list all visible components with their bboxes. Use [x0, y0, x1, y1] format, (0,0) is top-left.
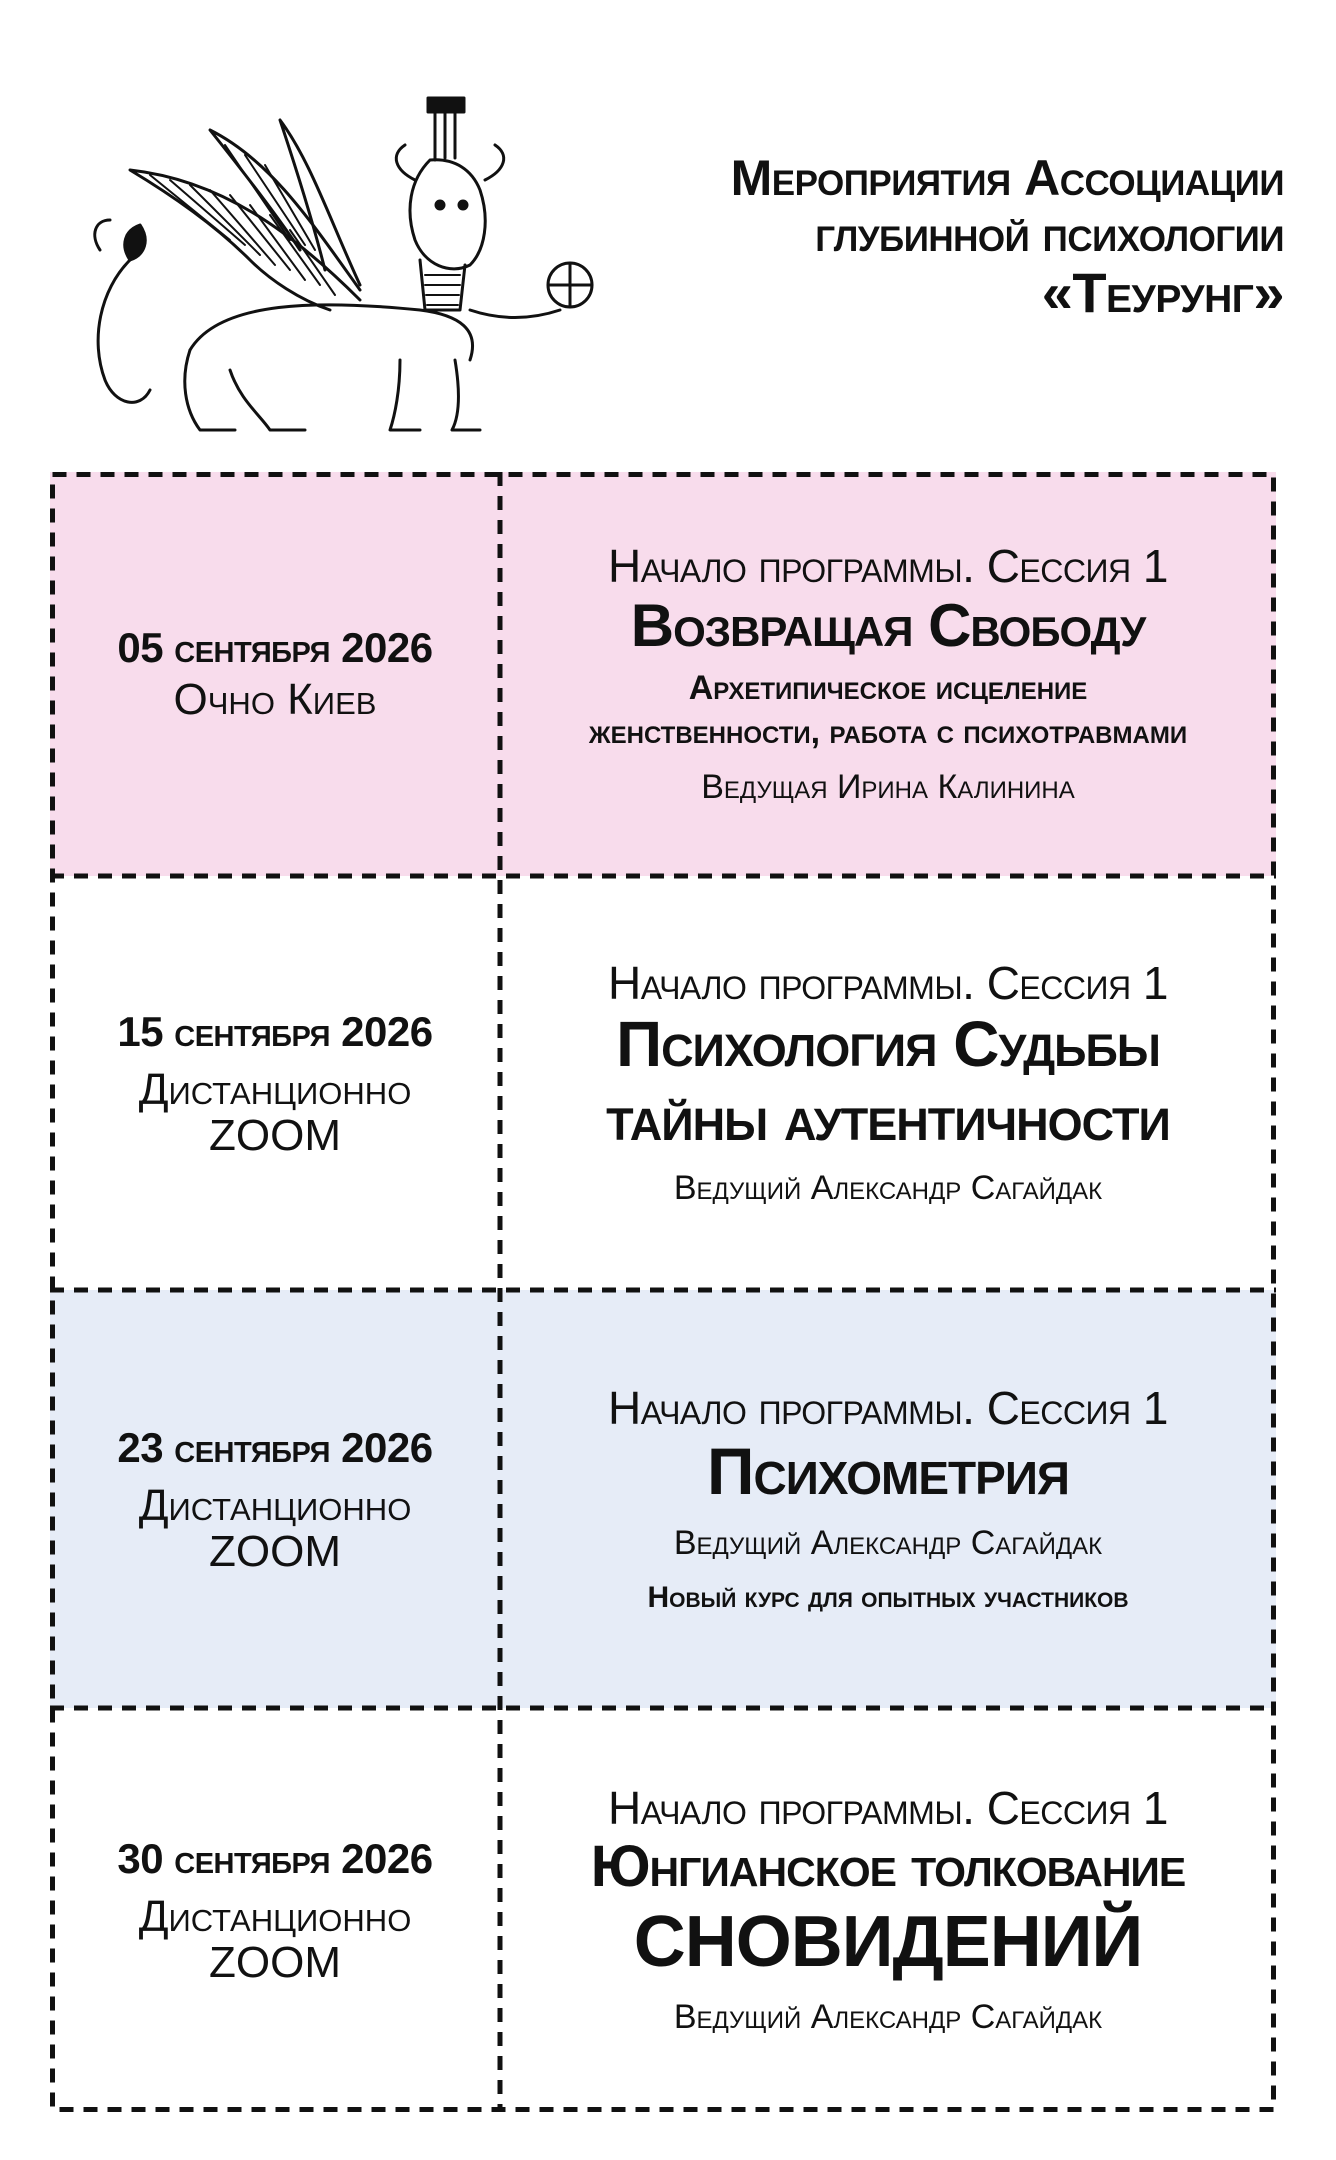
event-row: [50, 472, 1276, 876]
event-date: 23 сентября 2026: [117, 1424, 433, 1472]
program-label: Начало программы. Сессия 1: [608, 956, 1168, 1009]
event-date-cell: [50, 472, 500, 876]
event-date: 05 сентября 2026: [117, 624, 433, 672]
event-platform: ZOOM: [209, 1937, 341, 1987]
event-subtitle-line-2: женственности, работа с психотравмами: [588, 713, 1188, 752]
event-leader: Ведущий Александр Сагайдак: [673, 1169, 1103, 1208]
event-title-line-1: Психология Судьбы: [616, 1008, 1160, 1081]
program-label: Начало программы. Сессия 1: [608, 1382, 1168, 1435]
event-platform: ZOOM: [209, 1526, 341, 1576]
title-line-1: Мероприятия Ассоциации: [730, 150, 1284, 206]
event-note: Новый курс для опытных участников: [647, 1580, 1129, 1614]
event-platform: ZOOM: [209, 1110, 341, 1160]
event-title: Возвращая Свободу: [630, 592, 1146, 660]
events-table: [50, 472, 1276, 2112]
event-leader: Ведущая Ирина Калинина: [701, 768, 1075, 807]
event-title-line-2: СНОВИДЕНИЙ: [633, 1901, 1143, 1982]
program-label: Начало программы. Сессия 1: [608, 1782, 1168, 1835]
event-format: Дистанционно: [138, 1481, 412, 1531]
event-format: Дистанционно: [138, 1065, 412, 1115]
event-leader: Ведущий Александр Сагайдак: [673, 1523, 1103, 1562]
event-subtitle-line-1: Архетипическое исцеление: [688, 669, 1088, 708]
event-info-cell: [500, 876, 1276, 1290]
event-info-cell: [500, 1708, 1276, 2112]
event-leader: Ведущий Александр Сагайдак: [673, 1997, 1103, 2036]
title-line-2: глубинной психологии: [815, 206, 1284, 262]
event-date: 30 сентября 2026: [117, 1835, 433, 1883]
event-format: Дистанционно: [138, 1892, 412, 1942]
event-title: Психометрия: [707, 1433, 1069, 1508]
event-info-cell: [500, 472, 1276, 876]
event-date-cell: [50, 876, 500, 1290]
event-row: [50, 1708, 1276, 2112]
event-row: [50, 876, 1276, 1290]
association-title: [584, 150, 1284, 325]
event-row: [50, 1290, 1276, 1708]
program-label: Начало программы. Сессия 1: [608, 539, 1168, 592]
event-date-cell: [50, 1708, 500, 2112]
page-header: [0, 0, 1336, 460]
event-date-cell: [50, 1290, 500, 1708]
event-title-line-2: тайны аутентичности: [606, 1081, 1170, 1154]
event-info-cell: [500, 1290, 1276, 1708]
winged-sphinx-icon: [60, 70, 640, 450]
event-format: Очно Киев: [173, 675, 377, 725]
title-line-3: «Теурунг»: [1041, 261, 1284, 324]
event-date: 15 сентября 2026: [117, 1008, 433, 1056]
event-title-line-1: Юнгианское толкование: [590, 1834, 1186, 1900]
